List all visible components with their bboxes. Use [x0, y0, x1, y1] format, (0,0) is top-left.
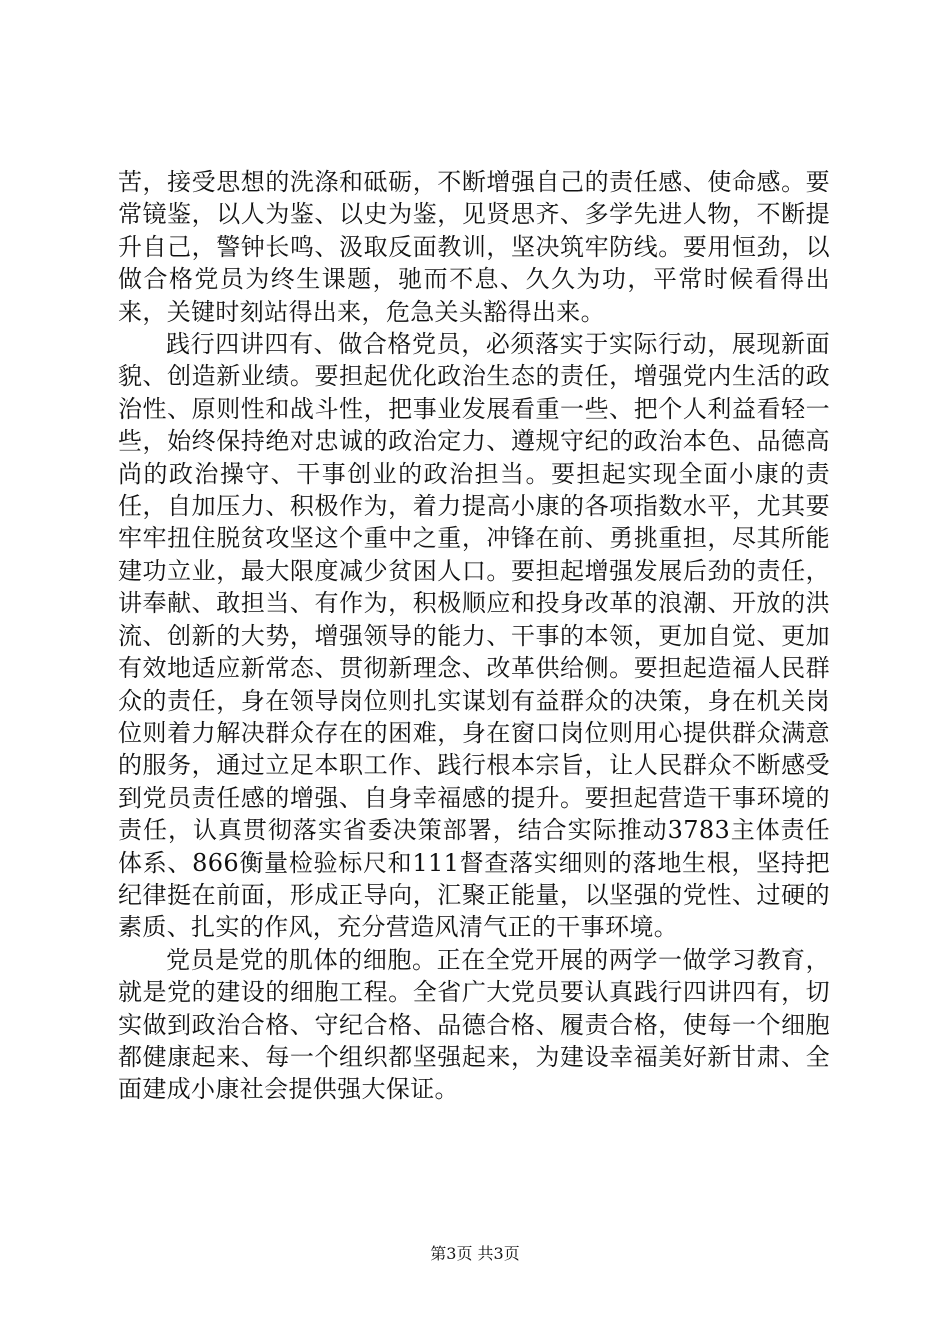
document-body — [118, 166, 830, 1106]
paragraph-3: 党员是党的肌体的细胞。正在全党开展的两学一做学习教育，就是党的建设的细胞工程。全省广大党员要认真践行四讲四有，切实做到政治合格、守纪合格、品德合格、履责合格，使每一个细胞都健康起来、每一个组织都坚强起来，为建设幸福美好新甘肃、全面建成小康社会提供强大保证。 — [118, 945, 830, 1104]
paragraph-2: 践行四讲四有、做合格党员，必须落实于实际行动，展现新面貌、创造新业绩。要担起优化政治生态的责任，增强党内生活的政治性、原则性和战斗性，把事业发展看重一些、把个人利益看轻一些，始终保持绝对忠诚的政治定力、遵规守纪的政治本色、品德高尚的政治操守、干事创业的政治担当。要担起实现全面小康的责任，自加压力、积极作为，着力提高小康的各项指数水平，尤其要牢牢扭住脱贫攻坚这个重中之重，冲锋在前、勇挑重担，尽其所能建功立业，最大限度减少贫困人口。要担起增强发展后劲的责任，讲奉献、敢担当、有作为，积极顺应和投身改革的浪潮、开放的洪流、创新的大势，增强领导的能力、干事的本领，更加自觉、更加有效地适应新常态、贯彻新理念、改革供给侧。要担起造福人民群众的责任，身在领导岗位则扎实谋划有益群众的决策，身在机关岗位则着力解决群众存在的困难，身在窗口岗位则用心提供群众满意的服务，通过立足本职工作、践行根本宗旨，让人民群众不断感受到党员责任感的增强、自身幸福感的提升。要担起营造干事环境的责任，认真贯彻落实省委决策部署，结合实际推动3783主体责任体系、866衡量检验标尺和111督查落实细则的落地生根，坚持把纪律挺在前面，形成正导向，汇聚正能量，以坚强的党性、过硬的素质、扎实的作风，充分营造风清气正的干事环境。 — [118, 330, 830, 942]
page-footer: 第3页 共3页 — [430, 1244, 520, 1263]
paragraph-1: 苦，接受思想的洗涤和砥砺，不断增强自己的责任感、使命感。要常镜鉴，以人为鉴、以史为鉴，见贤思齐、多学先进人物，不断提升自己，警钟长鸣、汲取反面教训，坚决筑牢防线。要用恒劲，以做合格党员为终生课题，驰而不息、久久为功，平常时候看得出来，关键时刻站得出来，危急关头豁得出来。 — [118, 168, 830, 326]
